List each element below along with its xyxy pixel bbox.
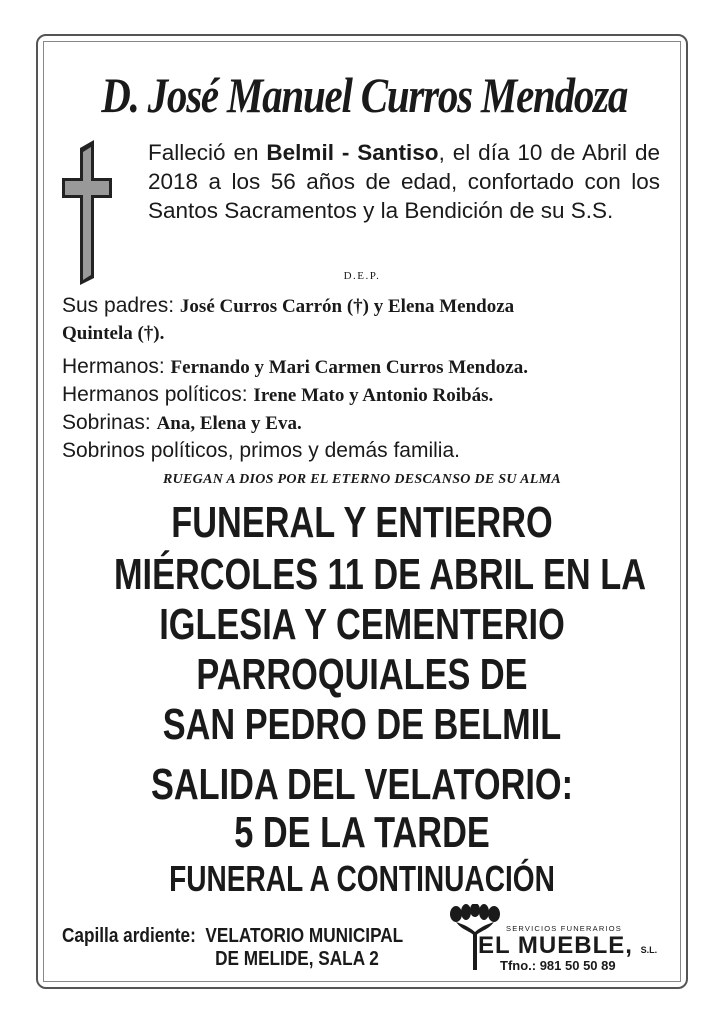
funeral-line: MIÉRCOLES 11 DE ABRIL EN LA xyxy=(113,550,647,599)
logo-phone: Tfno.: 981 50 50 89 xyxy=(500,958,616,973)
funeral-line: SAN PEDRO DE BELMIL xyxy=(162,700,562,749)
salida-line: SALIDA DEL VELATORIO: xyxy=(150,760,574,809)
family-hermanos: Hermanos: Fernando y Mari Carmen Curros Mendoza. xyxy=(62,355,528,378)
family-sobrinas: Sobrinas: Ana, Elena y Eva. xyxy=(62,411,302,434)
capilla-place-1: VELATORIO MUNICIPAL xyxy=(205,925,404,947)
funeral-line: IGLESIA Y CEMENTERIO xyxy=(159,600,565,649)
capilla-label: Capilla ardiente: xyxy=(62,925,196,947)
funeral-line: PARROQUIALES DE xyxy=(196,650,528,699)
continuacion-line: FUNERAL A CONTINUACIÓN xyxy=(169,858,555,899)
capilla-place-2: DE MELIDE, SALA 2 xyxy=(215,948,379,970)
capilla-ardiente xyxy=(62,925,404,971)
family-hermanos-politicos: Hermanos políticos: Irene Mato y Antonio Roibás. xyxy=(62,383,494,406)
family-padres: Sus padres: José Curros Carrón (†) y Elena Mendoza xyxy=(62,294,515,317)
family-padres-cont: Quintela (†). xyxy=(62,323,165,344)
funeral-line: FUNERAL Y ENTIERRO xyxy=(171,498,553,547)
death-place: Belmil - Santiso xyxy=(266,140,439,165)
family-resto: Sobrinos políticos, primos y demás familia. xyxy=(62,439,460,462)
dep-label: D.E.P. xyxy=(343,270,381,282)
death-notice: Falleció en Belmil - Santiso, el día 10 de Abril de 2018 a los 56 años de edad, confortado con los Santos Sacramentos y la Bendición de su S.S. xyxy=(148,140,661,223)
deceased-name: D. José Manuel Curros Mendoza xyxy=(101,67,628,123)
logo-name: EL MUEBLE, S.L. xyxy=(478,932,658,959)
logo-subtitle: SERVICIOS FUNERARIOS xyxy=(506,924,622,933)
salida-line: 5 DE LA TARDE xyxy=(234,808,490,857)
prayer-line: RUEGAN A DIOS POR EL ETERNO DESCANSO DE SU ALMA xyxy=(162,472,562,487)
cross-icon xyxy=(62,140,112,285)
